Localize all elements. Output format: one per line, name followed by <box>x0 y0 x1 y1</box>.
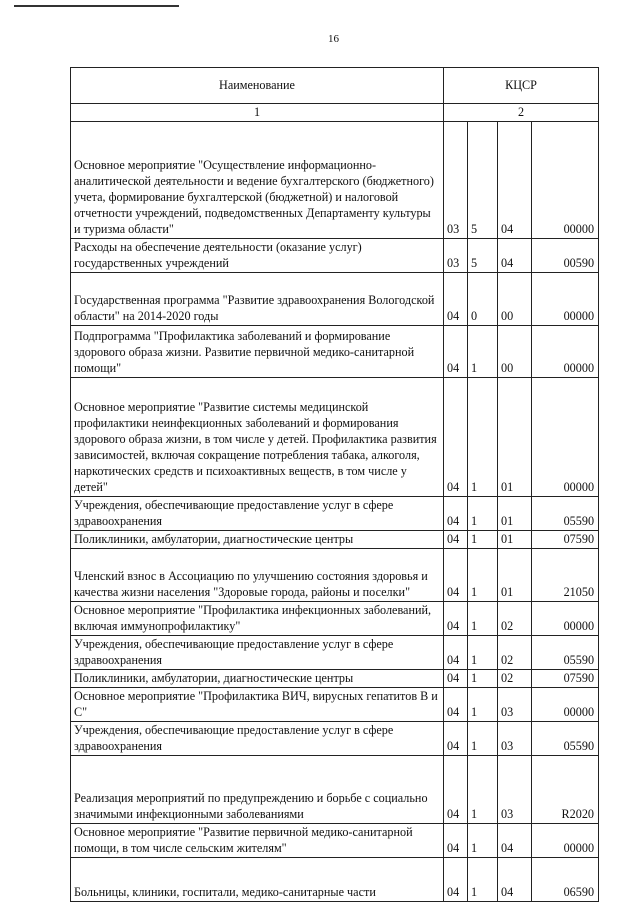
table-row <box>71 602 599 636</box>
row-name: Поликлиники, амбулатории, диагностические центры <box>71 670 444 688</box>
code-part-1: 04 <box>444 378 468 497</box>
table-row <box>71 497 599 531</box>
code-part-4: 05590 <box>532 497 599 531</box>
code-part-4: R2020 <box>532 756 599 824</box>
code-part-3: 01 <box>498 549 532 602</box>
code-part-1: 04 <box>444 756 468 824</box>
code-part-1: 04 <box>444 722 468 756</box>
row-name: Основное мероприятие "Развитие первичной медико-санитарной помощи, в том числе сельским жителям" <box>71 824 444 858</box>
row-name: Членский взнос в Ассоциацию по улучшению состояния здоровья и качества жизни населения "Здоровые города, районы и поселки" <box>71 549 444 602</box>
code-part-3: 01 <box>498 531 532 549</box>
code-part-1: 03 <box>444 239 468 273</box>
code-part-3: 03 <box>498 756 532 824</box>
code-part-1: 04 <box>444 326 468 378</box>
code-part-2: 1 <box>468 858 498 902</box>
row-name: Основное мероприятие "Профилактика инфекционных заболеваний, включая иммунопрофилактику" <box>71 602 444 636</box>
code-part-3: 01 <box>498 378 532 497</box>
code-part-3: 04 <box>498 824 532 858</box>
code-part-1: 04 <box>444 531 468 549</box>
page-number: 16 <box>328 33 339 45</box>
row-name: Учреждения, обеспечивающие предоставление услуг в сфере здравоохранения <box>71 636 444 670</box>
code-part-2: 5 <box>468 122 498 239</box>
row-name: Учреждения, обеспечивающие предоставление услуг в сфере здравоохранения <box>71 722 444 756</box>
code-part-2: 1 <box>468 378 498 497</box>
code-part-1: 04 <box>444 858 468 902</box>
code-part-2: 1 <box>468 722 498 756</box>
code-part-3: 03 <box>498 722 532 756</box>
table-row <box>71 670 599 688</box>
code-part-2: 1 <box>468 497 498 531</box>
code-part-2: 1 <box>468 636 498 670</box>
code-part-1: 04 <box>444 273 468 326</box>
header-name: Наименование <box>71 68 444 104</box>
row-name: Основное мероприятие "Развитие системы медицинской профилактики неинфекционных заболеваний и формирования здорового образа жизни, в том числе у детей. Профилактика развития зависимостей, включая сокращение потребления табака, алкоголя, наркотических средств и психоактивных веществ, в том числе у детей" <box>71 378 444 497</box>
row-name: Расходы на обеспечение деятельности (оказание услуг) государственных учреждений <box>71 239 444 273</box>
table-row <box>71 326 599 378</box>
code-part-4: 21050 <box>532 549 599 602</box>
header-code: КЦСР <box>444 68 599 104</box>
code-part-4: 00000 <box>532 326 599 378</box>
row-name: Основное мероприятие "Осуществление информационно-аналитической деятельности и ведение бухгалтерского (бюджетного) учета, формирование бухгалтерской (бюджетной) и налоговой отчетности учреждений, подведомственных Департаменту культуры и туризма области" <box>71 122 444 239</box>
code-part-2: 1 <box>468 549 498 602</box>
column-index-1: 1 <box>71 104 444 122</box>
code-part-2: 1 <box>468 824 498 858</box>
code-part-1: 04 <box>444 824 468 858</box>
code-part-4: 00000 <box>532 273 599 326</box>
code-part-2: 1 <box>468 602 498 636</box>
table-row <box>71 688 599 722</box>
code-part-3: 04 <box>498 122 532 239</box>
budget-code-table <box>70 67 599 902</box>
table-header-row <box>71 68 599 104</box>
code-part-4: 00000 <box>532 378 599 497</box>
code-part-4: 05590 <box>532 636 599 670</box>
code-part-2: 1 <box>468 326 498 378</box>
table-row <box>71 722 599 756</box>
table-row <box>71 858 599 902</box>
code-part-4: 00000 <box>532 122 599 239</box>
code-part-3: 01 <box>498 497 532 531</box>
table-row <box>71 531 599 549</box>
code-part-3: 04 <box>498 239 532 273</box>
code-part-2: 5 <box>468 239 498 273</box>
row-name: Учреждения, обеспечивающие предоставление услуг в сфере здравоохранения <box>71 497 444 531</box>
table-row <box>71 122 599 239</box>
table-row <box>71 824 599 858</box>
code-part-2: 0 <box>468 273 498 326</box>
table-row <box>71 756 599 824</box>
row-name: Реализация мероприятий по предупреждению и борьбе с социально значимыми инфекционными заболеваниями <box>71 756 444 824</box>
column-index-2: 2 <box>444 104 599 122</box>
code-part-1: 04 <box>444 688 468 722</box>
code-part-3: 00 <box>498 326 532 378</box>
row-name: Государственная программа "Развитие здравоохранения Вологодской области" на 2014-2020 годы <box>71 273 444 326</box>
table-row <box>71 636 599 670</box>
code-part-4: 05590 <box>532 722 599 756</box>
code-part-4: 00000 <box>532 824 599 858</box>
code-part-3: 02 <box>498 602 532 636</box>
top-rule <box>14 5 179 7</box>
code-part-4: 00590 <box>532 239 599 273</box>
code-part-1: 03 <box>444 122 468 239</box>
code-part-3: 04 <box>498 858 532 902</box>
row-name: Больницы, клиники, госпитали, медико-санитарные части <box>71 858 444 902</box>
code-part-4: 07590 <box>532 531 599 549</box>
row-name: Основное мероприятие "Профилактика ВИЧ, вирусных гепатитов В и С" <box>71 688 444 722</box>
code-part-2: 1 <box>468 670 498 688</box>
code-part-1: 04 <box>444 549 468 602</box>
code-part-3: 00 <box>498 273 532 326</box>
code-part-4: 06590 <box>532 858 599 902</box>
code-part-3: 02 <box>498 670 532 688</box>
code-part-4: 00000 <box>532 602 599 636</box>
code-part-1: 04 <box>444 602 468 636</box>
column-index-row <box>71 104 599 122</box>
code-part-2: 1 <box>468 531 498 549</box>
code-part-4: 07590 <box>532 670 599 688</box>
row-name: Поликлиники, амбулатории, диагностические центры <box>71 531 444 549</box>
code-part-3: 03 <box>498 688 532 722</box>
table-row <box>71 273 599 326</box>
code-part-1: 04 <box>444 497 468 531</box>
table-row <box>71 549 599 602</box>
code-part-2: 1 <box>468 756 498 824</box>
code-part-1: 04 <box>444 636 468 670</box>
code-part-3: 02 <box>498 636 532 670</box>
table-row <box>71 239 599 273</box>
code-part-1: 04 <box>444 670 468 688</box>
row-name: Подпрограмма "Профилактика заболеваний и формирование здорового образа жизни. Развитие первичной медико-санитарной помощи" <box>71 326 444 378</box>
table-row <box>71 378 599 497</box>
code-part-4: 00000 <box>532 688 599 722</box>
code-part-2: 1 <box>468 688 498 722</box>
